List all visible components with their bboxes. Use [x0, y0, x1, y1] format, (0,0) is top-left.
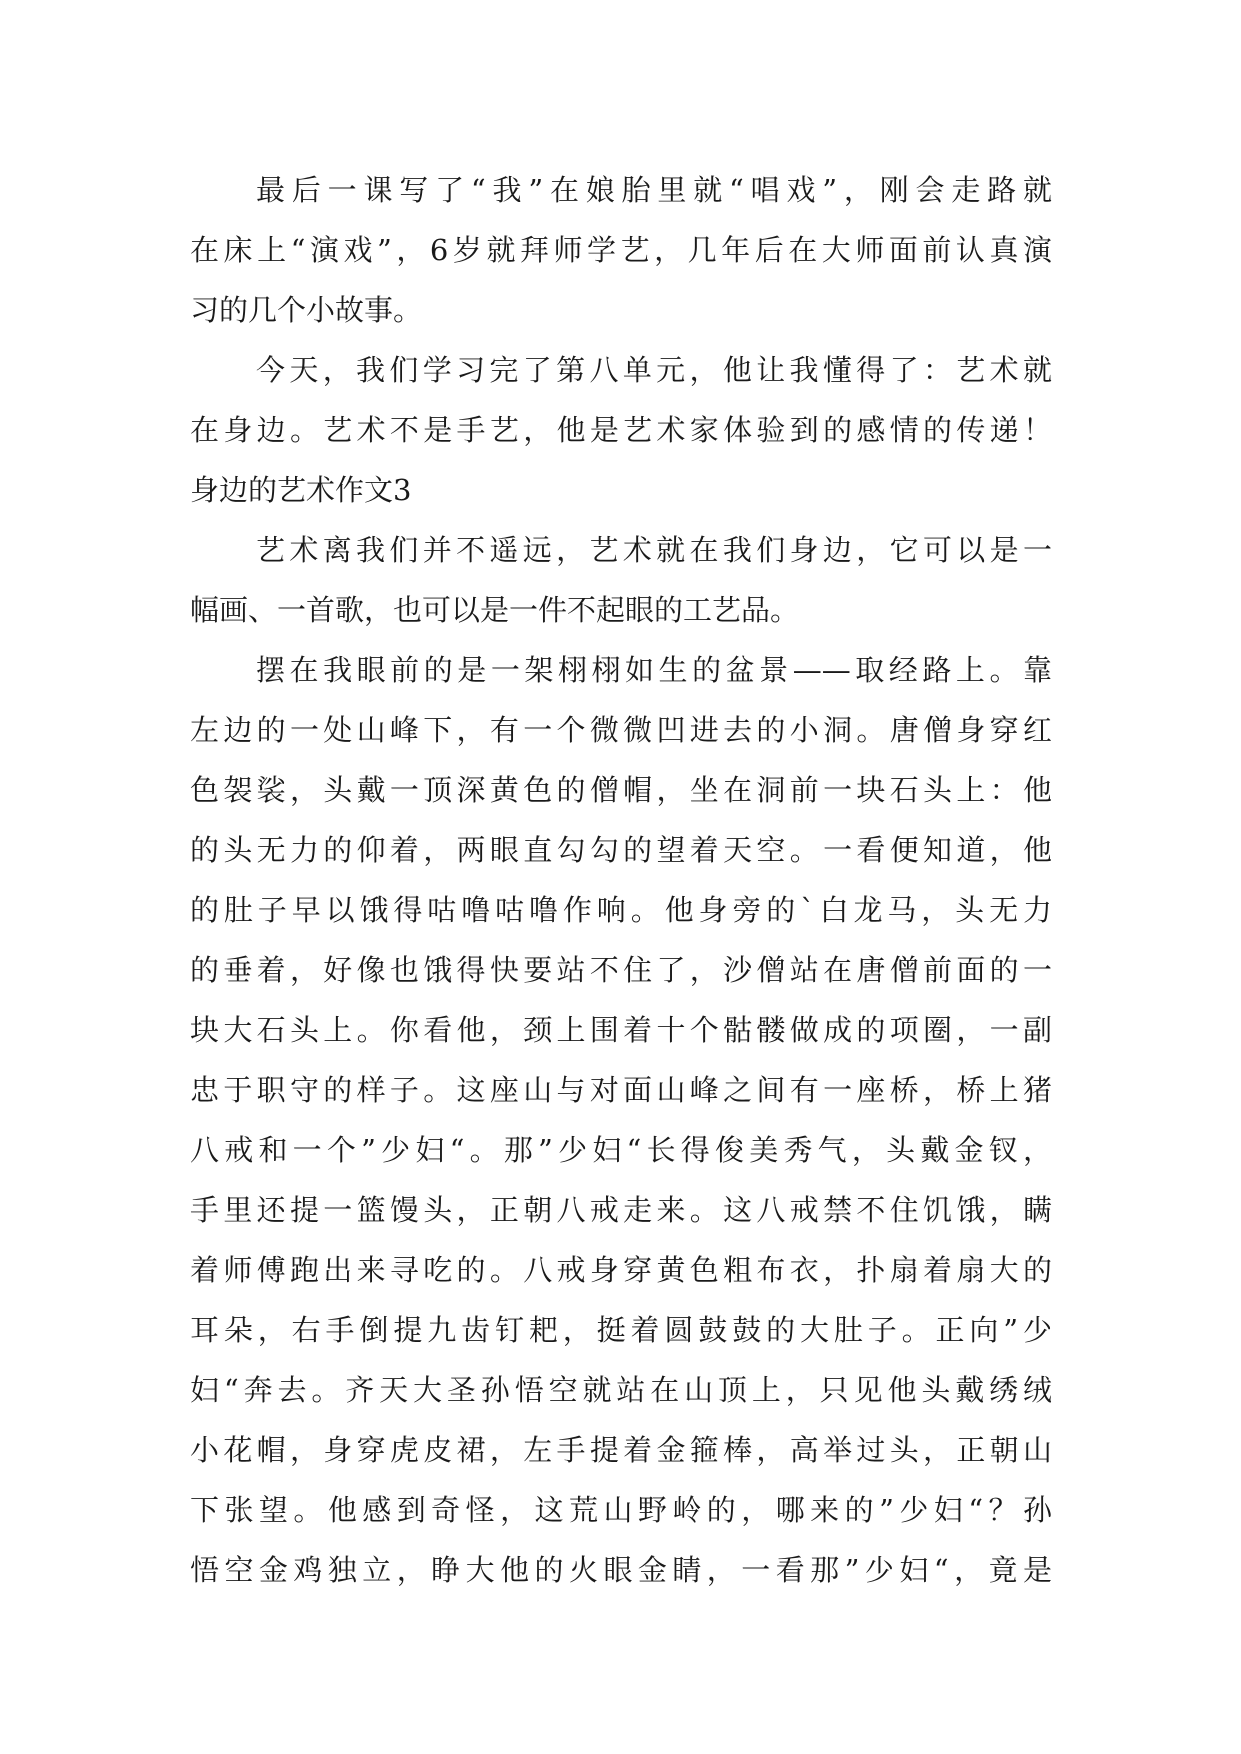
text-line: 的头无力的仰着，两眼直勾勾的望着天空。一看便知道，他 — [190, 833, 1052, 867]
text-line: 着师傅跑出来寻吃的。八戒身穿黄色粗布衣，扑扇着扇大的 — [190, 1253, 1052, 1287]
text-line: 八戒和一个”少妇“。那”少妇“长得俊美秀气，头戴金钗， — [190, 1133, 1052, 1167]
text-line: 的垂着，好像也饿得快要站不住了，沙僧站在唐僧前面的一 — [190, 953, 1052, 987]
text-line: 耳朵，右手倒提九齿钉耙，挺着圆鼓鼓的大肚子。正向”少 — [190, 1313, 1052, 1347]
text-line: 忠于职守的样子。这座山与对面山峰之间有一座桥，桥上猪 — [190, 1073, 1052, 1107]
text-line: 悟空金鸡独立，睁大他的火眼金睛，一看那”少妇“，竟是 — [190, 1553, 1052, 1587]
document-body — [190, 160, 1052, 1600]
text-line: 在身边。艺术不是手艺，他是艺术家体验到的感情的传递！ — [190, 413, 1052, 447]
text-line: 习的几个小故事。 — [190, 293, 423, 327]
paragraph-first-line: 今天，我们学习完了第八单元，他让我懂得了：艺术就 — [256, 353, 1052, 387]
text-line: 色袈裟，头戴一顶深黄色的僧帽，坐在洞前一块石头上：他 — [190, 773, 1052, 807]
text-line: 下张望。他感到奇怪，这荒山野岭的，哪来的”少妇“？孙 — [190, 1493, 1052, 1527]
text-line: 妇“奔去。齐天大圣孙悟空就站在山顶上，只见他头戴绣绒 — [190, 1373, 1052, 1407]
text-line: 小花帽，身穿虎皮裙，左手提着金箍棒，高举过头，正朝山 — [190, 1433, 1052, 1467]
paragraph-first-line: 艺术离我们并不遥远，艺术就在我们身边，它可以是一 — [256, 533, 1052, 567]
text-line: 的肚子早以饿得咕噜咕噜作响。他身旁的`白龙马，头无力 — [190, 893, 1052, 927]
text-line: 块大石头上。你看他，颈上围着十个骷髅做成的项圈，一副 — [190, 1013, 1052, 1047]
paragraph-first-line: 摆在我眼前的是一架栩栩如生的盆景——取经路上。靠 — [256, 653, 1052, 687]
text-line: 在床上“演戏”，6岁就拜师学艺，几年后在大师面前认真演 — [190, 233, 1052, 267]
text-line: 幅画、一首歌，也可以是一件不起眼的工艺品。 — [190, 593, 800, 627]
text-line: 手里还提一篮馒头，正朝八戒走来。这八戒禁不住饥饿，瞒 — [190, 1193, 1052, 1227]
paragraph-first-line: 最后一课写了“我”在娘胎里就“唱戏”，刚会走路就 — [256, 173, 1052, 207]
text-line: 身边的艺术作文3 — [190, 473, 412, 507]
text-line: 左边的一处山峰下，有一个微微凹进去的小洞。唐僧身穿红 — [190, 713, 1052, 747]
